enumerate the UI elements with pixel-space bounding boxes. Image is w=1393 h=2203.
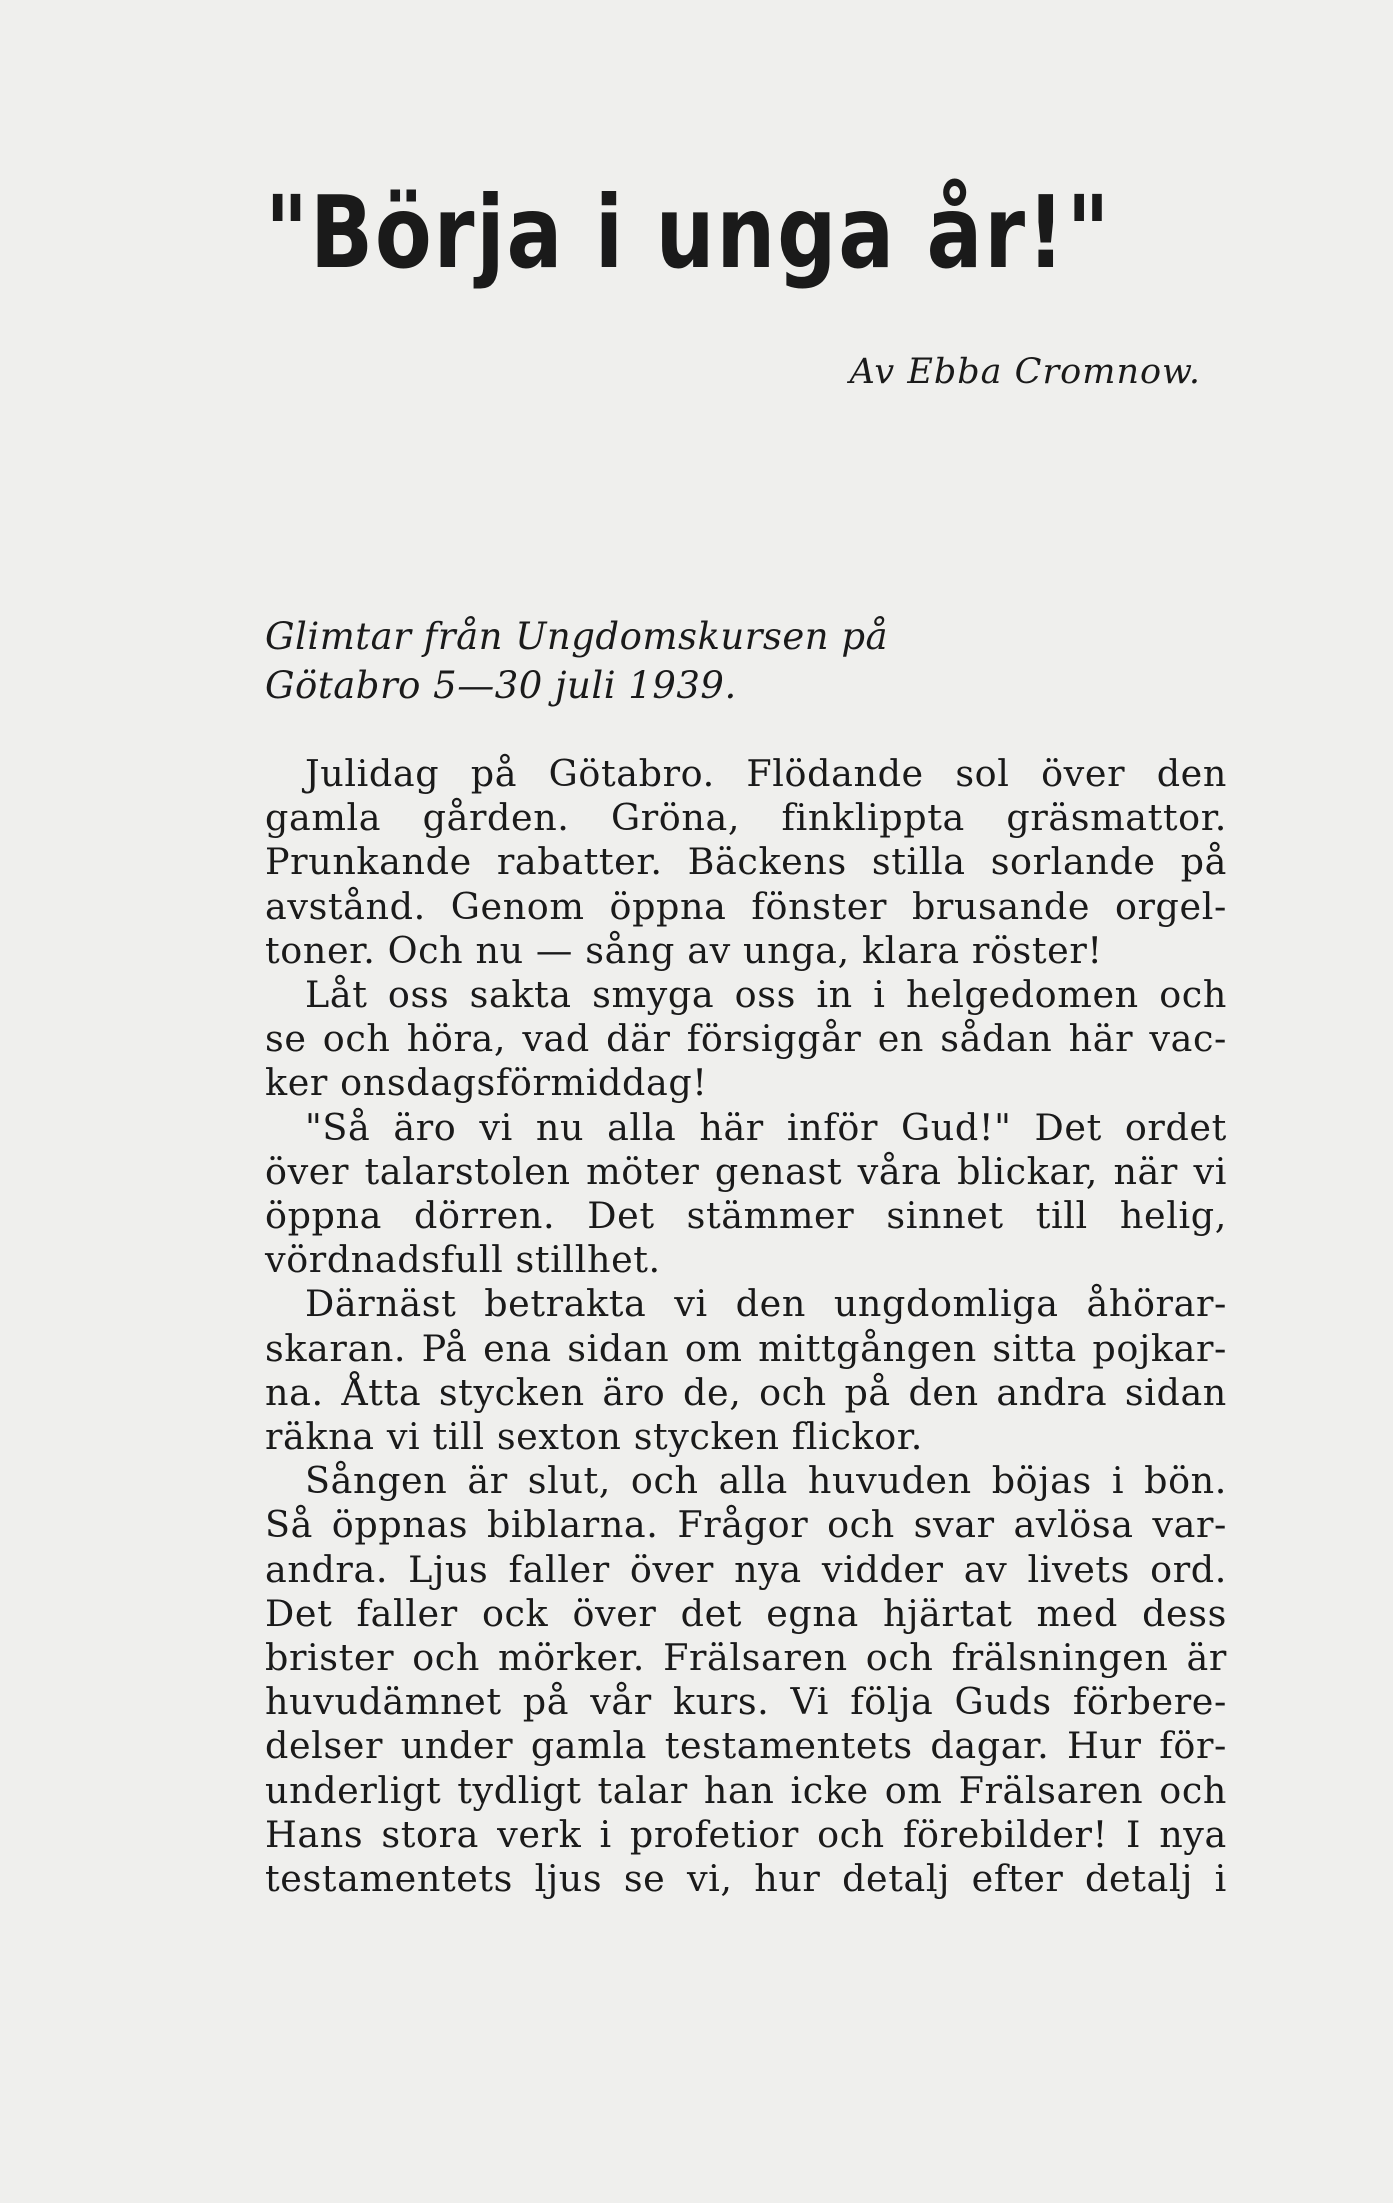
word: Och (387, 928, 464, 972)
word: förebilder! (902, 1812, 1108, 1856)
word: av (963, 1547, 1008, 1591)
word: talar (597, 1768, 688, 1812)
word: På (421, 1326, 468, 1370)
word: andra. (265, 1547, 389, 1591)
word: sexton (496, 1415, 622, 1459)
word: dörren. (414, 1194, 556, 1238)
word: egna (766, 1591, 859, 1635)
word: öppna (609, 884, 727, 928)
word: verk (497, 1812, 582, 1856)
word: huvuden (807, 1459, 972, 1503)
word: sidan (1124, 1370, 1227, 1414)
word: sinnet (886, 1194, 1004, 1238)
word: den (1156, 752, 1227, 795)
word: sidan (567, 1326, 670, 1370)
word: frälsningen (951, 1636, 1169, 1680)
word: till (1035, 1194, 1088, 1238)
word: äro (393, 1105, 457, 1149)
word: och (865, 1636, 934, 1680)
word: vi (386, 1415, 421, 1459)
word: och (1159, 1768, 1227, 1812)
word: faller (356, 1591, 458, 1635)
word: av (687, 928, 731, 972)
word: Genom (450, 884, 585, 928)
word: Julidag (305, 752, 440, 795)
word: Gröna, (611, 796, 741, 840)
word: sitta (992, 1326, 1077, 1370)
word: — (535, 928, 574, 972)
word: och (412, 1636, 480, 1680)
word: han (703, 1768, 775, 1812)
word: och (759, 1370, 827, 1414)
word: äro (602, 1370, 666, 1414)
word: sorlande (990, 840, 1156, 884)
word: biblarna. (486, 1503, 659, 1547)
word: faller (508, 1547, 610, 1591)
word: vidder (821, 1547, 944, 1591)
word: på (1180, 840, 1227, 884)
word: dess (1142, 1591, 1227, 1635)
article-body (265, 752, 1227, 1901)
word: gamla (530, 1724, 648, 1768)
word: räkna (265, 1415, 375, 1459)
word: under (400, 1724, 514, 1768)
word: stycken (633, 1415, 780, 1459)
word: ord. (1150, 1547, 1227, 1591)
word: på (522, 1680, 570, 1724)
word: finklippta (781, 796, 965, 840)
word: med (1036, 1591, 1118, 1635)
subtitle-line: Götabro 5—30 juli 1939. (265, 664, 737, 707)
word: över (629, 1547, 714, 1591)
word: stycken (438, 1370, 585, 1414)
body-line (265, 1592, 1227, 1636)
word: se (265, 1017, 307, 1061)
word: röster! (971, 928, 1103, 972)
body-line (265, 1813, 1227, 1857)
word: stora (381, 1812, 479, 1856)
word: var- (1152, 1503, 1227, 1547)
word: gräsmattor. (1006, 796, 1227, 840)
word: det (680, 1591, 743, 1635)
word: möter (586, 1149, 700, 1193)
word: Därnäst (305, 1282, 457, 1326)
word: ock (481, 1591, 549, 1635)
subtitle-line: Glimtar från Ungdomskursen på (265, 615, 889, 658)
word: över (1041, 752, 1126, 795)
word: på (470, 752, 518, 795)
body-line (265, 1415, 1227, 1459)
word: profetior (629, 1812, 799, 1856)
word: och (827, 1503, 895, 1547)
word: i (599, 1812, 612, 1856)
word: och (630, 1459, 699, 1503)
word: andra (996, 1370, 1108, 1414)
body-line (265, 973, 1227, 1017)
word: icke (790, 1768, 869, 1812)
word: om (684, 1326, 743, 1370)
word: I (1126, 1812, 1142, 1856)
word: Prunkande (265, 840, 472, 884)
word: vi (479, 1105, 513, 1149)
article-subtitle (265, 612, 888, 710)
word: testamentets (664, 1724, 913, 1768)
body-line (265, 1282, 1227, 1326)
word: sådan (940, 1017, 1053, 1061)
word: mörker. (498, 1636, 645, 1680)
word: ena (483, 1326, 552, 1370)
word: tydligt (457, 1768, 582, 1812)
word: avlösa (1013, 1503, 1134, 1547)
word: flickor. (791, 1415, 924, 1459)
body-line (265, 840, 1227, 884)
body-line (265, 1636, 1227, 1680)
body-line (265, 1548, 1227, 1592)
word: inför (786, 1105, 878, 1149)
word: huvudämnet (265, 1680, 502, 1724)
body-line (265, 1150, 1227, 1194)
word: är (467, 1459, 508, 1503)
word: underligt (265, 1768, 442, 1812)
body-line (265, 1061, 1227, 1105)
word: detalj (1085, 1857, 1194, 1901)
word: bön. (1144, 1459, 1227, 1503)
word: na. (265, 1370, 324, 1414)
word: stillhet. (515, 1238, 661, 1282)
word: höra, (406, 1017, 507, 1061)
body-line (265, 1194, 1227, 1238)
word: efter (971, 1857, 1064, 1901)
word: oss (734, 973, 796, 1017)
word: rabatter. (496, 840, 663, 884)
word: avstånd. (265, 884, 426, 928)
body-line (265, 1724, 1227, 1768)
word: detalj (842, 1857, 951, 1901)
word: nu (535, 1105, 585, 1149)
word: Ljus (408, 1547, 489, 1591)
body-line (265, 752, 1227, 796)
word: unga, (743, 928, 850, 972)
word: och (322, 1017, 391, 1061)
body-line (265, 796, 1227, 840)
word: smyga (592, 973, 715, 1017)
word: blickar, (957, 1149, 1098, 1193)
word: "Så (305, 1105, 371, 1149)
word: Låt (305, 973, 368, 1017)
word: helgedomen (905, 973, 1139, 1017)
word: och (817, 1812, 885, 1856)
word: åhörar- (1086, 1282, 1227, 1326)
word: mittgången (758, 1326, 977, 1370)
word: försiggår (686, 1017, 862, 1061)
word: en (877, 1017, 924, 1061)
word: Frälsaren (958, 1768, 1144, 1812)
word: Hans (265, 1812, 364, 1856)
word: vördnadsfull (265, 1238, 504, 1282)
author-byline: Av Ebba Cromnow. (849, 352, 1201, 392)
word: svar (913, 1503, 995, 1547)
word: Det (587, 1194, 655, 1238)
body-line (265, 885, 1227, 929)
word: brister (265, 1636, 395, 1680)
word: Vi (790, 1680, 830, 1724)
word: den (908, 1370, 979, 1414)
word: de, (683, 1370, 742, 1414)
word: Det (265, 1591, 333, 1635)
word: slut, (527, 1459, 611, 1503)
word: nya (734, 1547, 802, 1591)
word: ordet (1124, 1105, 1227, 1149)
word: för- (1159, 1724, 1227, 1768)
word: här (1068, 1017, 1134, 1061)
word: Frågor (677, 1503, 809, 1547)
word: onsdagsförmiddag! (340, 1061, 708, 1105)
word: Guds (954, 1680, 1052, 1724)
word: nya (1159, 1812, 1227, 1856)
word: toner. (265, 928, 376, 972)
body-line (265, 1459, 1227, 1503)
word: den (735, 1282, 806, 1326)
word: över (265, 1149, 350, 1193)
word: alla (607, 1105, 677, 1149)
body-line (265, 1017, 1227, 1061)
word: Flödande (746, 752, 924, 795)
word: vac- (1149, 1017, 1227, 1061)
word: Götabro. (548, 752, 715, 795)
word: Frälsaren (663, 1636, 848, 1680)
word: delser (265, 1724, 384, 1768)
word: orgel- (1114, 884, 1227, 928)
word: stämmer (686, 1194, 855, 1238)
word: hur (754, 1857, 821, 1901)
word: testamentets (265, 1857, 514, 1901)
word: i (873, 973, 886, 1017)
word: Åtta (341, 1370, 422, 1414)
article-title: "Börja i unga år!" (265, 174, 1112, 291)
word: gården. (422, 796, 570, 840)
word: oss (387, 973, 450, 1017)
word: livets (1027, 1547, 1131, 1591)
body-line (265, 1503, 1227, 1547)
word: pojkar- (1092, 1326, 1227, 1370)
word: talarstolen (364, 1149, 571, 1193)
word: i (1214, 1857, 1227, 1901)
word: fönster (751, 884, 888, 928)
word: förbere- (1072, 1680, 1227, 1724)
word: Gud!" (901, 1105, 1012, 1149)
word: betrakta (484, 1282, 647, 1326)
word: följa (850, 1680, 934, 1724)
word: kurs. (672, 1680, 770, 1724)
word: på (844, 1370, 891, 1414)
word: här (699, 1105, 764, 1149)
word: in (816, 973, 853, 1017)
body-line (265, 1371, 1227, 1415)
word: nu (475, 928, 524, 972)
word: ker (265, 1061, 328, 1105)
word: våra (857, 1149, 942, 1193)
word: och (1159, 973, 1227, 1017)
word: vad (522, 1017, 590, 1061)
word: genast (714, 1149, 843, 1193)
word: öppnas (331, 1503, 469, 1547)
word: skaran. (265, 1326, 407, 1370)
word: om (884, 1768, 943, 1812)
word: ljus (534, 1857, 603, 1901)
word: dagar. (930, 1724, 1050, 1768)
word: brusande (911, 884, 1091, 928)
word: Så (265, 1503, 313, 1547)
word: klara (861, 928, 960, 972)
word: vi, (686, 1857, 733, 1901)
word: sol (955, 752, 1010, 795)
word: sakta (469, 973, 572, 1017)
body-line (265, 929, 1227, 973)
word: i (1111, 1459, 1125, 1503)
word: se (623, 1857, 666, 1901)
body-line (265, 1680, 1227, 1724)
word: vi (674, 1282, 708, 1326)
word: helig, (1119, 1194, 1227, 1238)
word: vi (1193, 1149, 1227, 1193)
word: hjärtat (883, 1591, 1013, 1635)
word: alla (718, 1459, 788, 1503)
word: Hur (1067, 1724, 1142, 1768)
word: ungdomliga (833, 1282, 1059, 1326)
body-line (265, 1857, 1227, 1901)
word: till (432, 1415, 485, 1459)
word: gamla (265, 796, 382, 840)
word: är (1186, 1636, 1227, 1680)
word: Det (1034, 1105, 1102, 1149)
word: stilla (871, 840, 966, 884)
word: när (1113, 1149, 1178, 1193)
word: sång (585, 928, 675, 972)
body-line (265, 1106, 1227, 1150)
word: vår (590, 1680, 652, 1724)
word: öppna (265, 1194, 382, 1238)
word: Bäckens (687, 840, 847, 884)
word: böjas (991, 1459, 1092, 1503)
word: Sången (305, 1459, 448, 1503)
body-line (265, 1238, 1227, 1282)
word: över (572, 1591, 657, 1635)
body-line (265, 1327, 1227, 1371)
body-line (265, 1769, 1227, 1813)
word: där (606, 1017, 671, 1061)
